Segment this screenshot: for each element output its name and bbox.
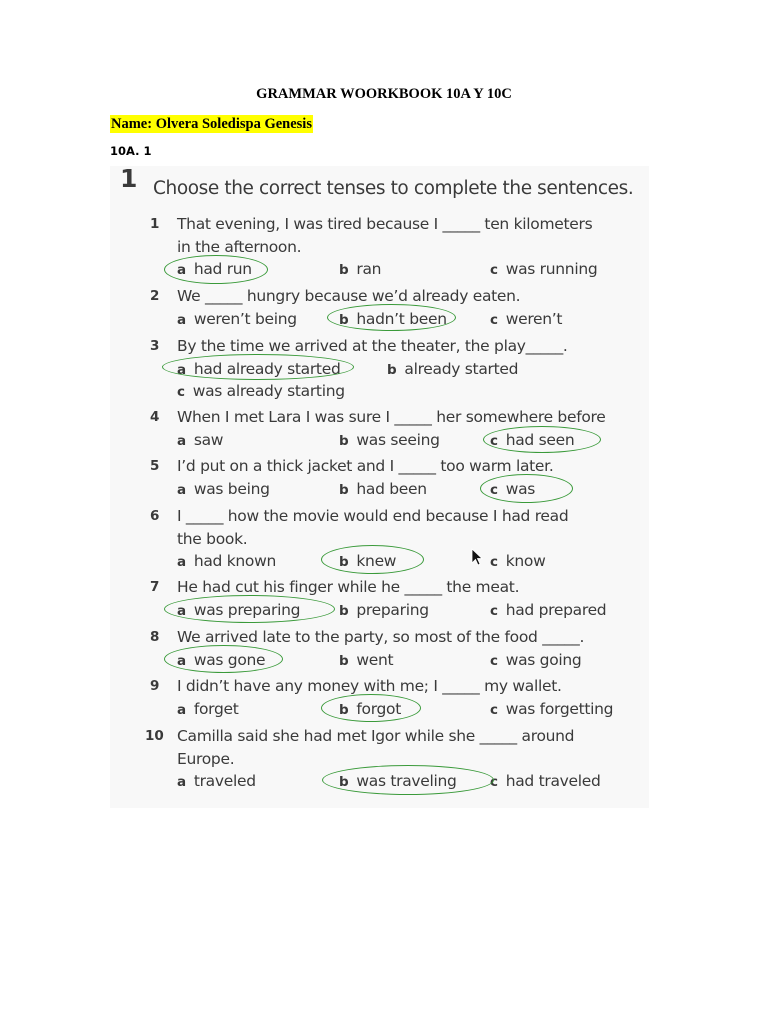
answer-circle bbox=[327, 304, 456, 331]
option-letter: b bbox=[387, 361, 397, 378]
option-letter: a bbox=[177, 602, 186, 619]
answer-option-c bbox=[177, 381, 345, 402]
answer-option-a bbox=[177, 551, 276, 572]
section-label: 10A. 1 bbox=[110, 144, 152, 158]
question-text: When I met Lara I was sure I _____ her somewhere before bbox=[177, 408, 606, 426]
option-text: know bbox=[505, 552, 546, 570]
option-letter: b bbox=[339, 554, 349, 570]
option-text: had known bbox=[193, 552, 276, 570]
option-letter: b bbox=[339, 432, 349, 449]
exercise-number: 1 bbox=[120, 164, 138, 193]
answer-option-b bbox=[339, 600, 429, 621]
answer-option-c bbox=[490, 551, 545, 572]
answer-option-a bbox=[177, 309, 297, 330]
option-letter: a bbox=[177, 701, 186, 718]
answer-option-b bbox=[339, 259, 381, 280]
question-number: 8 bbox=[150, 629, 160, 645]
option-text: had been bbox=[356, 479, 427, 498]
option-letter: a bbox=[177, 361, 186, 378]
option-letter: a bbox=[177, 481, 186, 498]
option-text: had traveled bbox=[505, 772, 601, 790]
question-text: I _____ how the movie would end because I had read bbox=[177, 507, 569, 525]
question-text: We _____ hungry because we’d already eaten. bbox=[177, 287, 521, 305]
option-letter: a bbox=[177, 652, 186, 669]
question-number: 4 bbox=[150, 409, 160, 425]
answer-circle bbox=[321, 694, 421, 722]
question-text: By the time we arrived at the theater, the play_____. bbox=[177, 337, 568, 355]
answer-circle bbox=[322, 765, 494, 795]
question-number: 9 bbox=[150, 678, 160, 694]
question-number: 10 bbox=[145, 728, 164, 744]
exercise-image bbox=[110, 166, 649, 808]
option-text: was being bbox=[193, 479, 270, 498]
option-text: saw bbox=[193, 430, 224, 449]
option-text: had run bbox=[193, 260, 252, 278]
option-text: already started bbox=[404, 359, 519, 378]
option-text: was running bbox=[505, 260, 598, 278]
option-letter: c bbox=[490, 602, 498, 619]
option-letter: c bbox=[490, 774, 498, 790]
option-text: was forgetting bbox=[505, 699, 614, 718]
answer-option-a bbox=[177, 771, 256, 792]
option-text: was gone bbox=[193, 650, 266, 669]
question-text: We arrived late to the party, so most of the food _____. bbox=[177, 628, 585, 646]
answer-circle bbox=[164, 645, 283, 673]
option-text: weren’t bbox=[505, 309, 563, 328]
answer-option-c bbox=[490, 600, 606, 621]
answer-option-b bbox=[339, 650, 393, 671]
question-text: the book. bbox=[177, 529, 248, 548]
answer-circle bbox=[483, 426, 601, 453]
question-number: 2 bbox=[150, 288, 160, 304]
option-letter: a bbox=[177, 554, 186, 570]
option-letter: b bbox=[339, 652, 349, 669]
answer-circle bbox=[162, 354, 354, 380]
option-letter: a bbox=[177, 774, 186, 790]
answer-option-c bbox=[490, 259, 597, 280]
option-letter: c bbox=[490, 652, 498, 669]
option-text: ran bbox=[356, 260, 382, 278]
option-letter: a bbox=[177, 432, 186, 449]
option-text: went bbox=[356, 650, 394, 669]
exercise-instruction: Choose the correct tenses to complete the sentences. bbox=[153, 178, 634, 199]
option-letter: b bbox=[339, 701, 349, 718]
question-text: I’d put on a thick jacket and I _____ too warm later. bbox=[177, 457, 554, 475]
option-text: weren’t being bbox=[193, 309, 297, 328]
option-letter: b bbox=[339, 602, 349, 619]
answer-option-c bbox=[490, 771, 601, 792]
answer-circle bbox=[321, 545, 424, 574]
option-letter: a bbox=[177, 311, 186, 328]
answer-circle bbox=[480, 474, 573, 503]
question-number: 5 bbox=[150, 458, 160, 474]
question-number: 1 bbox=[150, 216, 160, 232]
answer-option-a bbox=[177, 479, 270, 500]
option-letter: c bbox=[490, 554, 498, 570]
option-text: had seen bbox=[505, 430, 575, 449]
document-title: GRAMMAR WOORKBOOK 10A Y 10C bbox=[256, 86, 512, 102]
question-text: Europe. bbox=[177, 749, 235, 768]
option-text: preparing bbox=[356, 600, 429, 619]
option-text: was going bbox=[505, 650, 582, 669]
student-name: Name: Olvera Soledispa Genesis bbox=[111, 116, 312, 132]
question-text: That evening, I was tired because I _____ ten kilometers bbox=[177, 215, 593, 233]
option-letter: b bbox=[339, 774, 349, 790]
option-letter: c bbox=[490, 432, 498, 449]
option-letter: b bbox=[339, 311, 349, 328]
answer-option-c bbox=[490, 309, 562, 330]
option-text: traveled bbox=[193, 772, 256, 790]
option-text: was traveling bbox=[356, 772, 457, 790]
option-letter: c bbox=[490, 262, 498, 278]
question-text: Camilla said she had met Igor while she _____ around bbox=[177, 727, 575, 745]
answer-option-c bbox=[490, 699, 613, 720]
option-letter: c bbox=[490, 311, 498, 328]
option-letter: b bbox=[339, 481, 349, 498]
answer-option-b bbox=[387, 359, 518, 380]
option-letter: b bbox=[339, 262, 349, 278]
option-text: was seeing bbox=[356, 430, 440, 449]
question-number: 3 bbox=[150, 338, 160, 354]
answer-option-a bbox=[177, 430, 223, 451]
option-letter: c bbox=[177, 384, 185, 400]
question-text: I didn’t have any money with me; I _____ my wallet. bbox=[177, 677, 562, 695]
answer-option-a bbox=[177, 699, 239, 720]
answer-option-b bbox=[339, 479, 427, 500]
option-text: had already started bbox=[193, 359, 341, 378]
option-letter: c bbox=[490, 701, 498, 718]
option-letter: a bbox=[177, 262, 186, 278]
answer-option-c bbox=[490, 650, 581, 671]
option-text: forgot bbox=[356, 699, 402, 718]
question-text: He had cut his finger while he _____ the meat. bbox=[177, 578, 520, 596]
option-text: was already starting bbox=[192, 382, 345, 400]
option-text: had prepared bbox=[505, 600, 607, 619]
question-number: 7 bbox=[150, 579, 160, 595]
question-number: 6 bbox=[150, 508, 160, 524]
option-letter: c bbox=[490, 481, 498, 498]
option-text: was bbox=[505, 479, 536, 498]
option-text: hadn’t been bbox=[356, 309, 447, 328]
option-text: knew bbox=[356, 552, 397, 570]
answer-option-b bbox=[339, 430, 440, 451]
mouse-pointer-icon bbox=[470, 548, 484, 566]
answer-circle bbox=[164, 255, 268, 284]
question-text: in the afternoon. bbox=[177, 237, 302, 256]
option-text: forget bbox=[193, 699, 239, 718]
option-text: was preparing bbox=[193, 600, 301, 619]
answer-circle bbox=[164, 595, 335, 623]
